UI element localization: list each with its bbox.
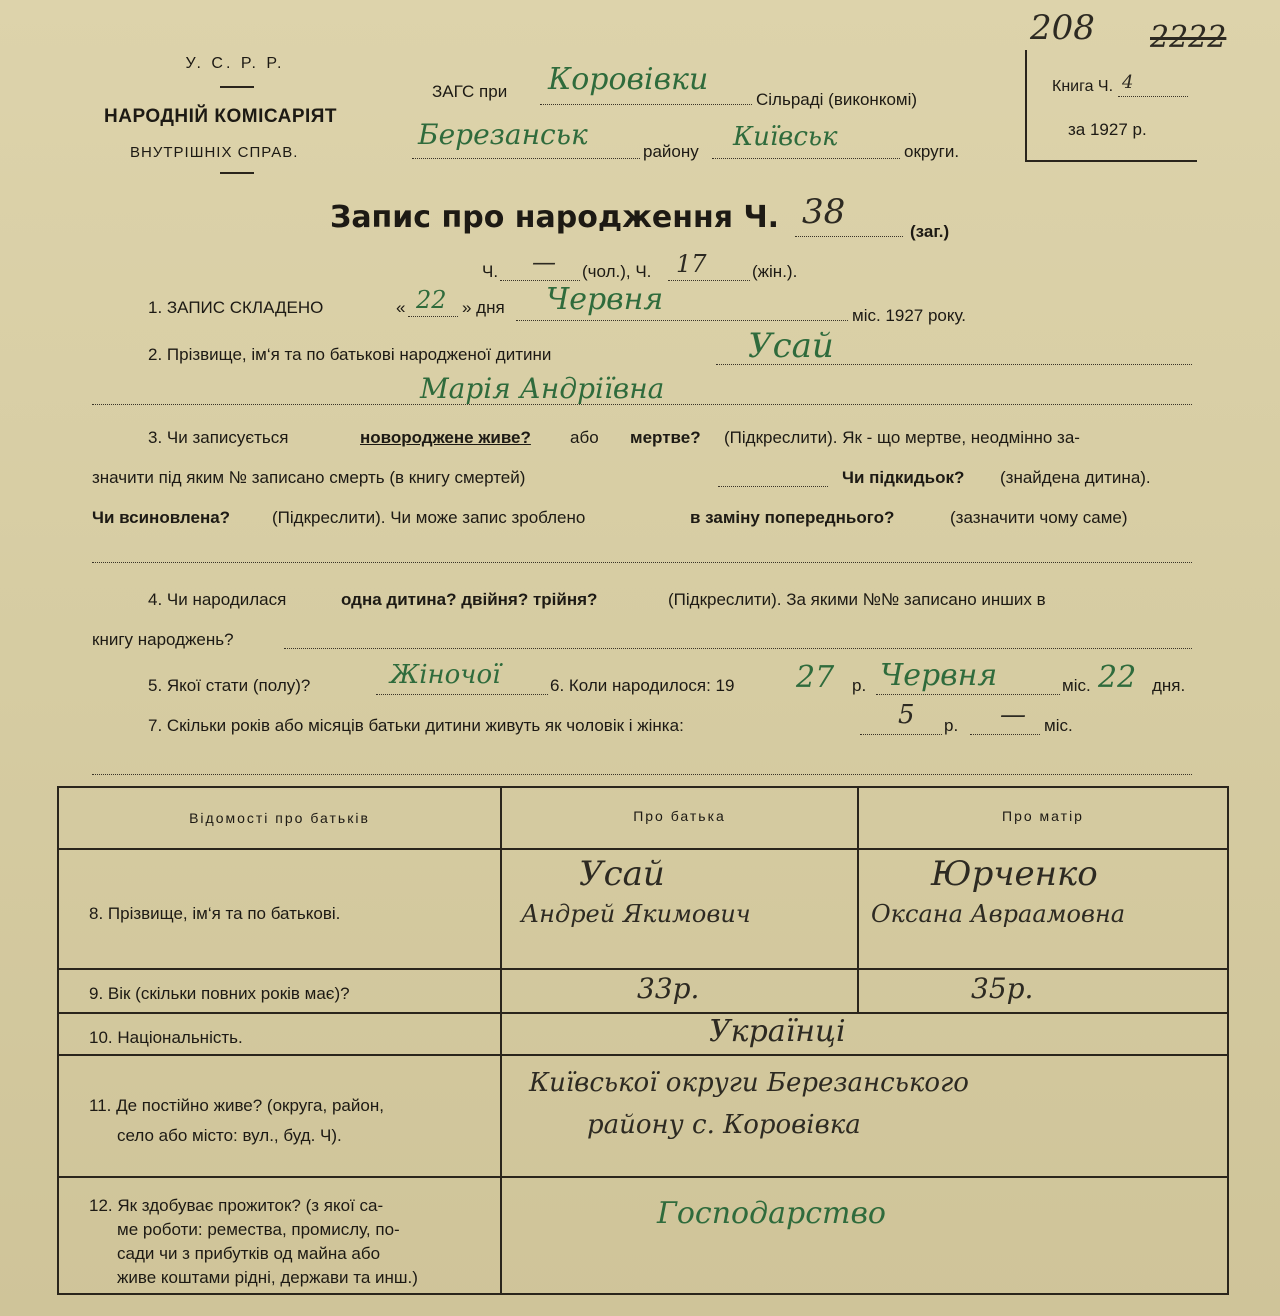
item3-line3-b: (Підкреслити). Чи може запис зроблено [272, 508, 586, 527]
row11-address-line1: Київської округи Березанського [529, 1068, 969, 1098]
male-dots [500, 280, 580, 281]
item6-month-dots [876, 694, 1060, 695]
item2-dots-2 [92, 404, 1192, 405]
row12-label-line4: живе коштами рідні, держави та инш.) [117, 1268, 418, 1287]
book-value: 4 [1122, 72, 1134, 93]
item5-dots [376, 694, 548, 695]
row12-label-line2: ме роботи: ремества, промислу, по- [117, 1220, 400, 1239]
female-value: 17 [676, 250, 707, 278]
item7-years-handwritten: 5 [898, 700, 915, 730]
item2-name-handwritten: Марія Андріївна [420, 372, 665, 405]
item7-r: р. [944, 716, 959, 735]
item3-line1-a: 3. Чи записується [148, 428, 289, 447]
table-header-parents: Відомості про батьків [189, 810, 370, 826]
item2-dots-1 [716, 364, 1192, 365]
item3-adopted-option: Чи всиновлена? [92, 508, 231, 527]
row11-address-line2: району с. Коровівка [587, 1110, 861, 1140]
row8-father-surname: Усай [579, 854, 665, 894]
okrug-word: округи. [904, 142, 960, 161]
item6-month-handwritten: Червня [880, 658, 998, 693]
zags-prefix: ЗАГС при [432, 82, 508, 101]
item3-alive-option: новороджене живе? [360, 428, 531, 447]
female-dots [668, 280, 750, 281]
item5-label: 5. Якої стати (полу)? [148, 676, 311, 695]
row8-mother-surname: Юрченко [931, 854, 1098, 894]
row11-label-line1: 11. Де постійно живе? (округа, район, [89, 1096, 384, 1115]
male-prefix: Ч. [482, 262, 499, 281]
archive-number: 208 [1030, 8, 1095, 48]
item3-death-dots [718, 486, 828, 487]
book-dots [1118, 96, 1188, 97]
male-suffix: (чол.), Ч. [582, 262, 652, 281]
record-title: Запис про народження Ч. [330, 200, 780, 235]
header-rule-2 [220, 172, 254, 174]
item3-line2-a: значити під яким № записано смерть (в книгу смертей) [92, 468, 526, 487]
item4-line1-c: (Підкреслити). За якими №№ записано инших в [668, 590, 1046, 609]
item7-label: 7. Скільки років або місяців батьки дитини живуть як чоловік і жінка: [148, 716, 684, 735]
table-row-divider-4 [59, 1176, 1227, 1178]
item5-sex-handwritten: Жіночої [390, 660, 501, 690]
parents-table [57, 786, 1229, 1295]
commissariat-title: НАРОДНІЙ КОМІСАРІЯТ [104, 106, 338, 127]
header-rule-1 [220, 86, 254, 88]
state-name: У. С. Р. Р. [185, 55, 285, 72]
village-dots [540, 104, 752, 105]
table-header-divider [59, 848, 1227, 850]
row12-label-line1: 12. Як здобуває прожиток? (з якої са- [89, 1196, 384, 1215]
item6-day-handwritten: 22 [1098, 660, 1137, 695]
book-box [1025, 50, 1197, 162]
table-col-divider-1 [500, 788, 502, 1293]
item1-month-dots [516, 320, 848, 321]
table-header-father: Про батька [633, 808, 726, 824]
item3-line2-c: (знайдена дитина). [1000, 468, 1151, 487]
item4-line1-a: 4. Чи народилася [148, 590, 287, 609]
item1-day-close: » дня [462, 298, 505, 317]
item7-years-dots [860, 734, 942, 735]
row11-label-line2: село або місто: вул., буд. Ч). [117, 1126, 342, 1145]
item1-day-open: « [396, 298, 406, 317]
row12-occupation: Господарство [657, 1196, 886, 1231]
village-handwritten: Коровівки [548, 62, 709, 97]
council-suffix: Сільраді (виконкомі) [756, 90, 918, 109]
item2-surname-handwritten: Усай [748, 326, 834, 366]
item3-reason-dots [92, 562, 1192, 563]
item7-mis: міс. [1044, 716, 1073, 735]
item3-dead-option: мертве? [630, 428, 701, 447]
row10-label: 10. Національність. [89, 1028, 243, 1047]
table-row-divider-1 [59, 968, 1227, 970]
item3-replacement-option: в заміну попереднього? [690, 508, 895, 527]
item6-label: 6. Коли народилося: 19 [550, 676, 735, 695]
item1-prefix: 1. ЗАПИС СКЛАДЕНО [148, 298, 324, 317]
table-header-mother: Про матір [1002, 808, 1084, 824]
row12-label-line3: сади чи з прибутків од майна або [117, 1244, 381, 1263]
item3-line3-d: (зазначити чому саме) [950, 508, 1128, 527]
item4-options: одна дитина? двійня? трійня? [341, 590, 598, 609]
item6-dnya: дня. [1152, 676, 1186, 695]
struck-number: 2222 [1150, 20, 1227, 55]
item3-line1-c: або [570, 428, 599, 447]
district-word: району [643, 142, 699, 161]
district-dots [412, 158, 640, 159]
item3-line1-e: (Підкреслити). Як - що мертве, неодмінно за- [724, 428, 1080, 447]
item2-label: 2. Прізвище, ім‘я та по батькові народженої дитини [148, 345, 552, 364]
district-handwritten: Березанськ [418, 118, 588, 151]
item1-suffix: міс. 1927 року. [852, 306, 967, 325]
female-suffix: (жін.). [752, 262, 798, 281]
row8-father-name: Андрей Якимович [521, 900, 751, 928]
item1-day-dots [408, 316, 458, 317]
item6-year-r: р. [852, 676, 867, 695]
okrug-handwritten: Київськ [733, 122, 838, 152]
item7-extra-dots [92, 774, 1192, 775]
item6-year-handwritten: 27 [796, 660, 835, 695]
department-title: ВНУТРІШНІХ СПРАВ. [130, 144, 299, 161]
book-label: Книга Ч. [1052, 78, 1114, 95]
row8-label: 8. Прізвище, ім‘я та по батькові. [89, 904, 341, 923]
row9-mother-age: 35р. [971, 972, 1034, 1005]
okrug-dots [712, 158, 900, 159]
item6-mis: міс. [1062, 676, 1091, 695]
item7-months-dots [970, 734, 1040, 735]
item3-foundling-option: Чи підкидьок? [842, 468, 965, 487]
record-number-handwritten: 38 [802, 192, 846, 232]
table-row-divider-2 [59, 1012, 1227, 1014]
item4-line2: книгу народжень? [92, 630, 234, 649]
record-number-dots [795, 236, 903, 237]
book-year: за 1927 р. [1068, 120, 1147, 139]
item1-day-handwritten: 22 [416, 286, 447, 314]
record-suffix: (заг.) [910, 222, 950, 241]
item4-dots [284, 648, 1192, 649]
item1-month-handwritten: Червня [546, 282, 664, 317]
row9-label: 9. Вік (скільки повних років має)? [89, 984, 350, 1003]
row10-nationality: Українці [709, 1014, 846, 1049]
row8-mother-name: Оксана Авраамовна [871, 900, 1126, 928]
item7-months-handwritten: — [1000, 700, 1026, 730]
table-row-divider-3 [59, 1054, 1227, 1056]
row9-father-age: 33р. [637, 972, 700, 1005]
male-value: — [532, 248, 556, 276]
